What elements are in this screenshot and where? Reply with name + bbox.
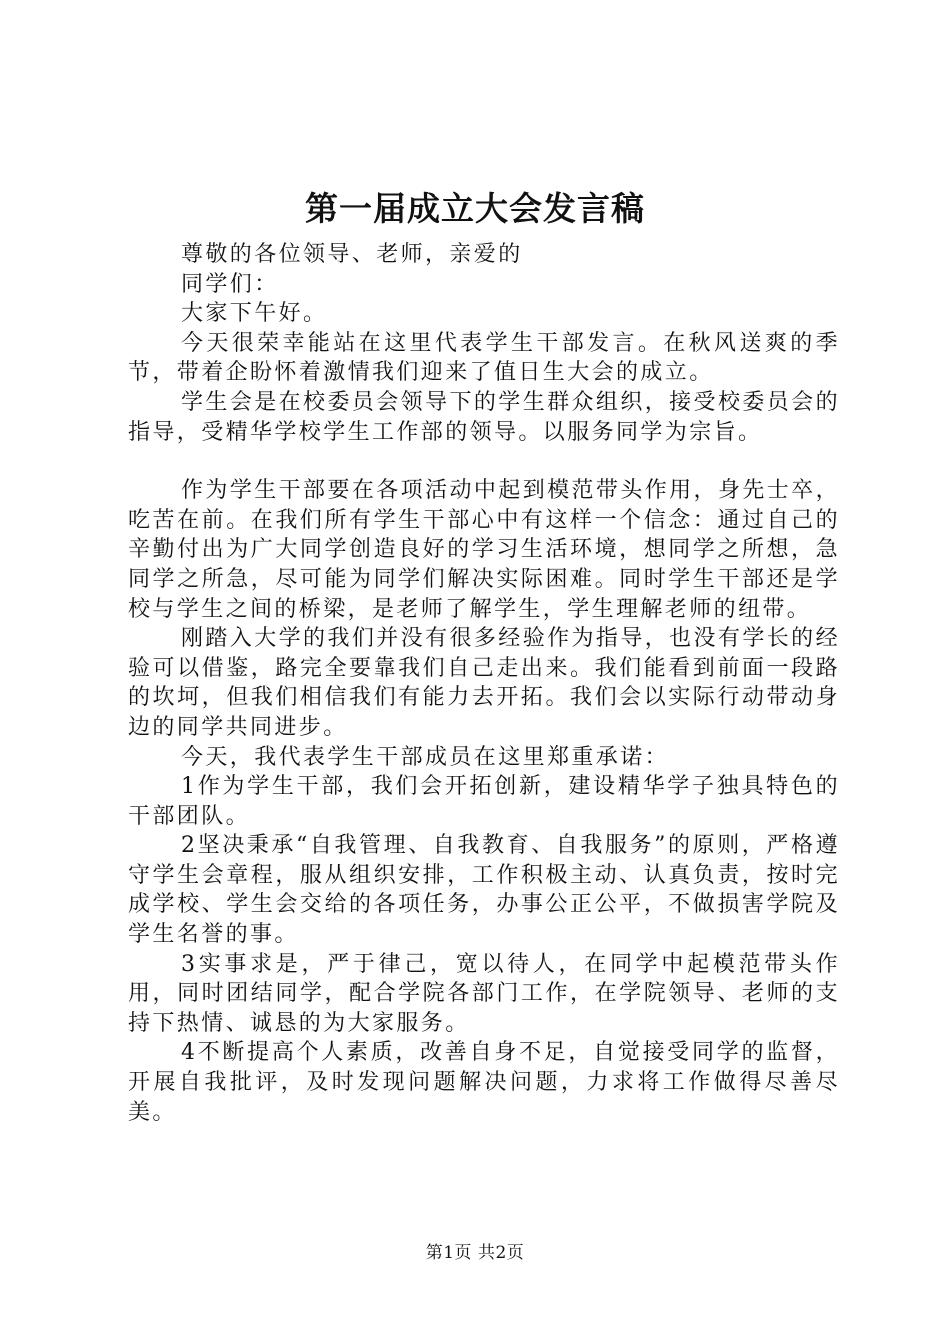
greeting-paragraph: 大家下午好。 [181, 301, 328, 327]
page-number-footer: 第1页 共2页 [425, 1243, 525, 1263]
pledge-item-4: 4不断提高个人素质，改善自身不足，自觉接受同学的监督，开展自我批评，及时发现问题解决问题，力求将工作做得尽善尽美。 [128, 1040, 840, 1125]
pledge-item-3: 3实事求是，严于律己，宽以待人，在同学中起模范带头作用，同时团结同学，配合学院各部门工作，在学院领导、老师的支持下热情、诚恳的为大家服务。 [128, 951, 840, 1036]
body-paragraph: 作为学生干部要在各项活动中起到模范带头作用，身先士卒，吃苦在前。在我们所有学生干部心中有这样一个信念：通过自己的辛勤付出为广大同学创造良好的学习生活环境，想同学之所想，急同学之所急，尽可能为同学们解决实际困难。同时学生干部还是学校与学生之间的桥梁，是老师了解学生，学生理解老师的纽带。 [128, 478, 840, 622]
document-body [128, 240, 840, 1127]
salutation-line-1: 尊敬的各位领导、老师，亲爱的 [181, 242, 523, 267]
body-paragraph: 今天很荣幸能站在这里代表学生干部发言。在秋风送爽的季节，带着企盼怀着激情我们迎来了值日生大会的成立。 [128, 330, 840, 386]
document-title: 第一届成立大会发言稿 [305, 189, 645, 228]
pledge-intro-paragraph: 今天，我代表学生干部成员在这里郑重承诺： [181, 744, 670, 770]
body-paragraph: 学生会是在校委员会领导下的学生群众组织，接受校委员会的指导，受精华学校学生工作部的领导。以服务同学为宗旨。 [128, 389, 840, 445]
pledge-item-1: 1作为学生干部，我们会开拓创新，建设精华学子独具特色的干部团队。 [128, 774, 840, 829]
salutation-line-2: 同学们： [181, 271, 279, 297]
pledge-item-2: 2坚决秉承“自我管理、自我教育、自我服务”的原则，严格遵守学生会章程，服从组织安排，工作积极主动、认真负责，按时完成学校、学生会交给的各项任务，办事公正公平，不做损害学院及学生名誉的事。 [128, 833, 840, 948]
body-paragraph: 刚踏入大学的我们并没有很多经验作为指导，也没有学长的经验可以借鉴，路完全要靠我们自己走出来。我们能看到前面一段路的坎坷，但我们相信我们有能力去开拓。我们会以实际行动带动身边的同学共同进步。 [128, 626, 840, 740]
